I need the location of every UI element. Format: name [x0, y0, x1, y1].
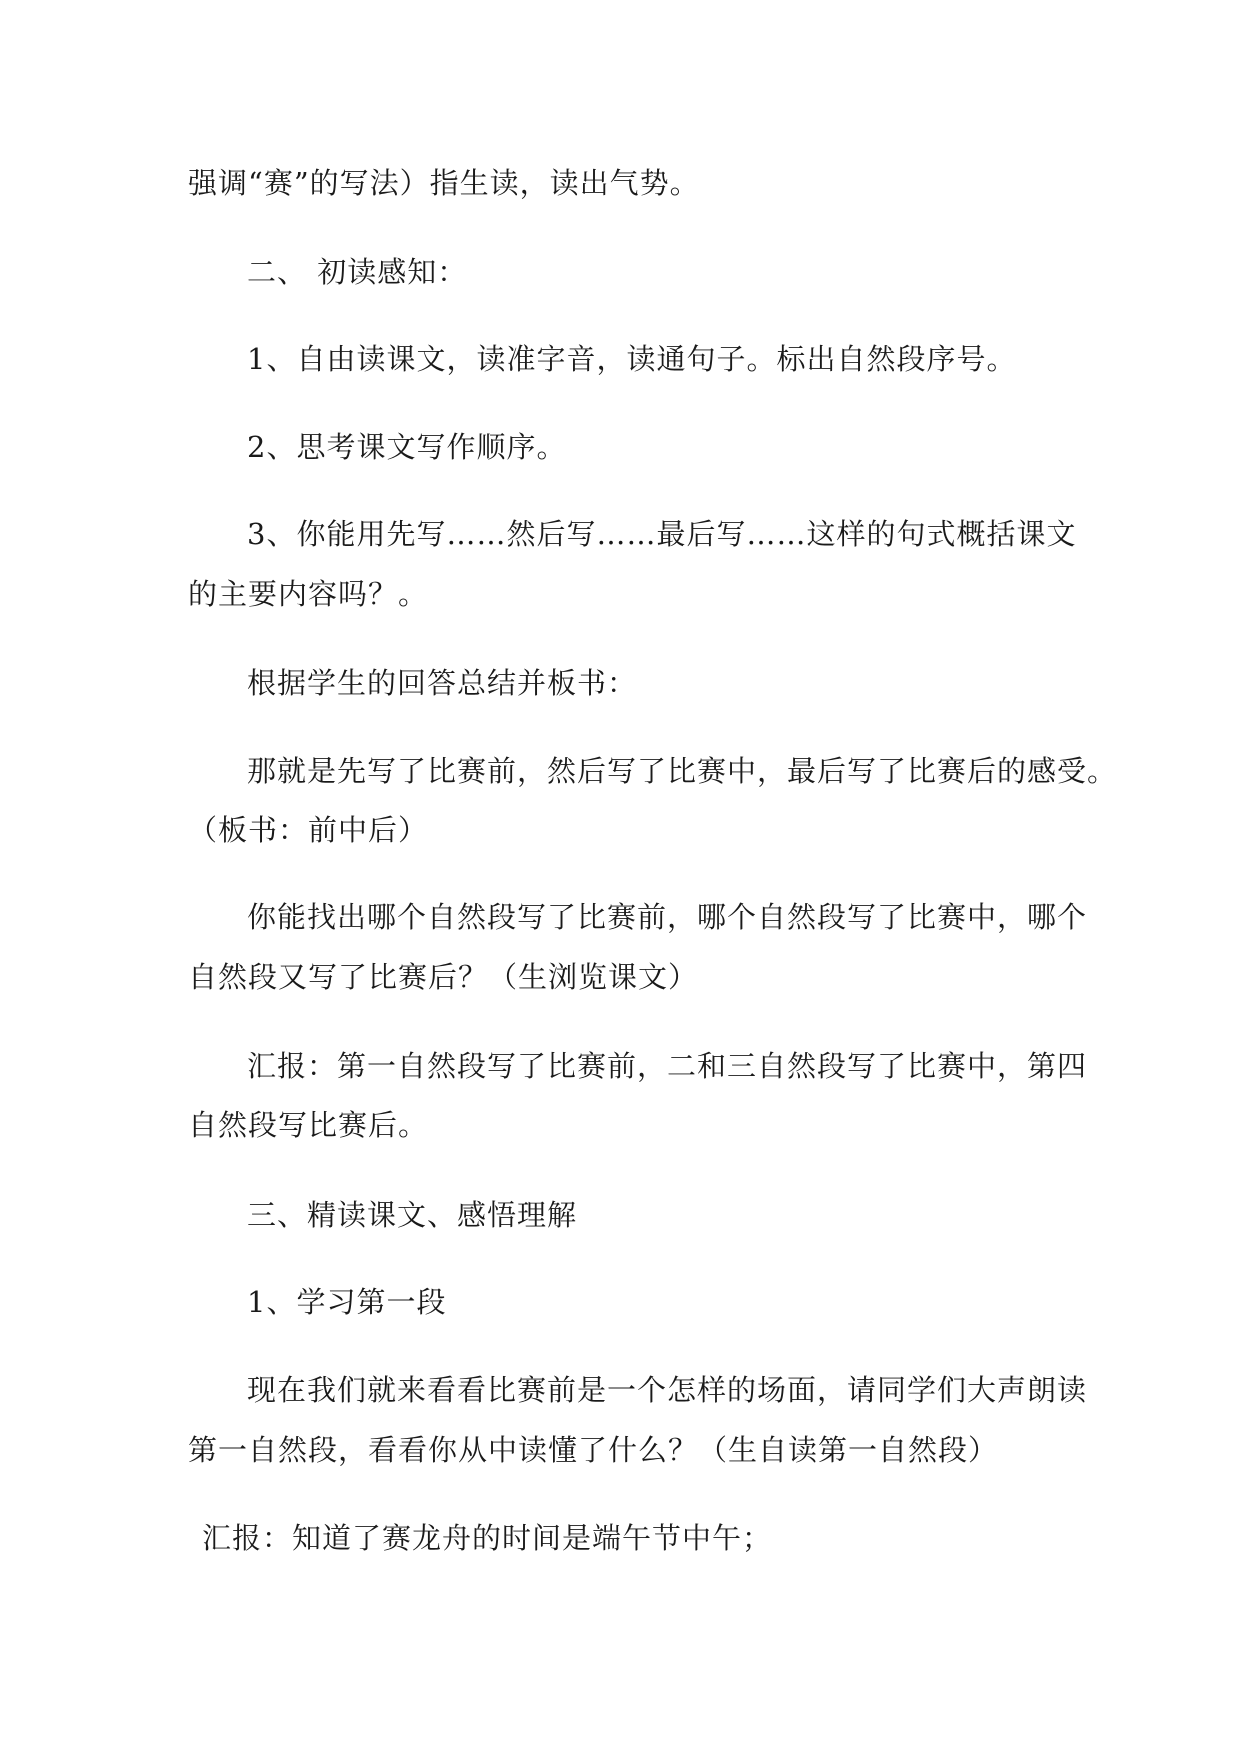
text-line: （板书：前中后） [188, 813, 429, 847]
list-item: 1、学习第一段 [247, 1285, 447, 1319]
text-line: 汇报：第一自然段写了比赛前，二和三自然段写了比赛中，第四 [247, 1049, 1088, 1083]
list-item: 3、你能用先写……然后写……最后写……这样的句式概括课文 [247, 517, 1077, 551]
text-line: 现在我们就来看看比赛前是一个怎样的场面，请同学们大声朗读 [247, 1373, 1088, 1407]
list-item: 1、自由读课文，读准字音，读通句子。标出自然段序号。 [247, 342, 1017, 376]
section-heading: 三、精读课文、感悟理解 [247, 1198, 578, 1232]
list-item: 2、思考课文写作顺序。 [247, 430, 567, 464]
text-line: 自然段又写了比赛后？（生浏览课文） [188, 960, 699, 994]
text-line: 强调“赛”的写法）指生读，读出气势。 [188, 166, 700, 200]
text-line: 你能找出哪个自然段写了比赛前，哪个自然段写了比赛中，哪个 [247, 900, 1088, 934]
text-line: 的主要内容吗？。 [188, 577, 429, 611]
text-line: 那就是先写了比赛前，然后写了比赛中，最后写了比赛后的感受。 [247, 754, 1118, 788]
text-line: 第一自然段，看看你从中读懂了什么？（生自读第一自然段） [188, 1433, 999, 1467]
text-line: 根据学生的回答总结并板书： [247, 666, 638, 700]
section-heading: 二、 初读感知： [247, 255, 468, 289]
text-line: 汇报：知道了赛龙舟的时间是端午节中午； [202, 1521, 773, 1555]
text-line: 自然段写比赛后。 [188, 1108, 429, 1142]
